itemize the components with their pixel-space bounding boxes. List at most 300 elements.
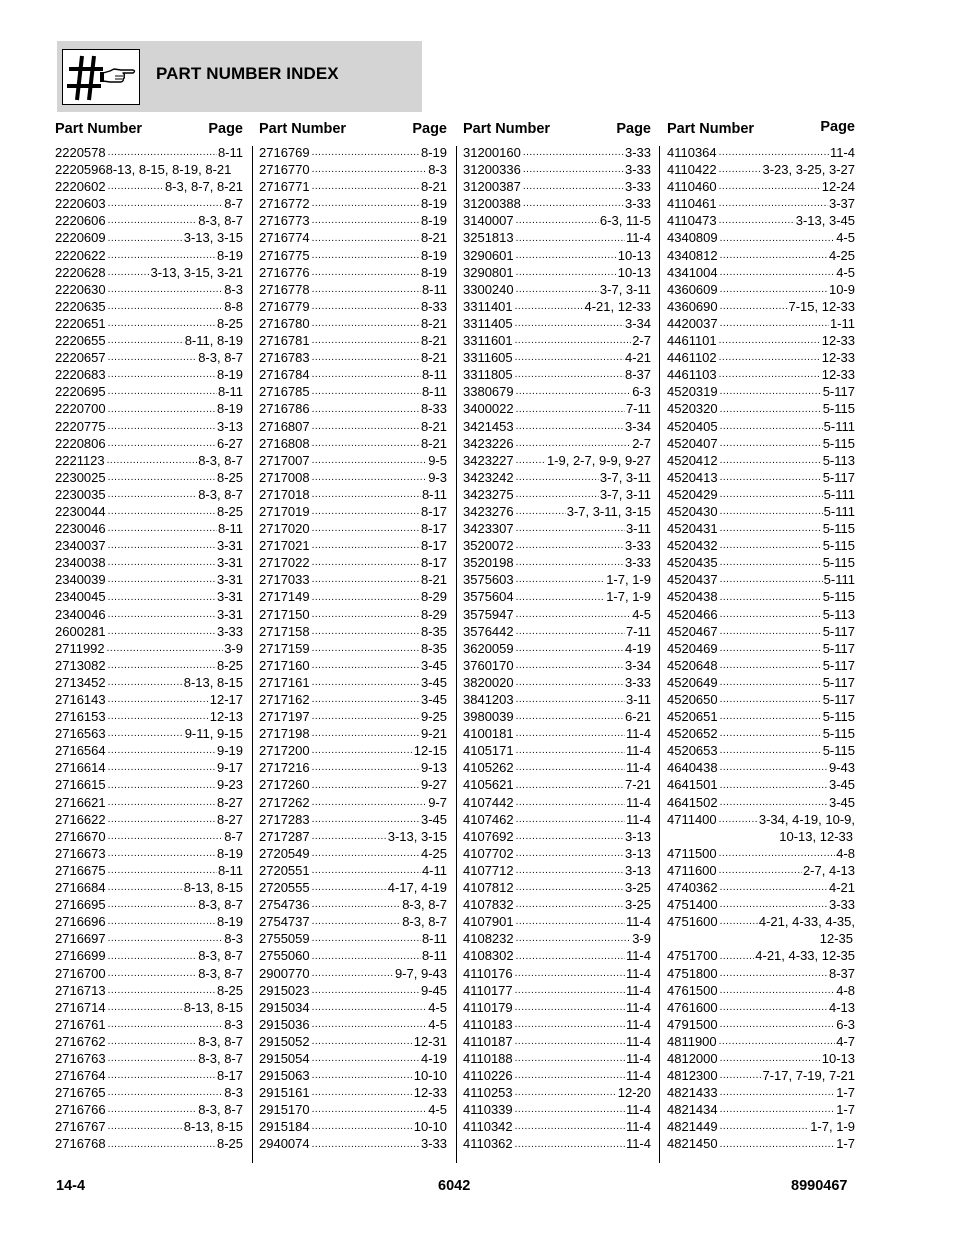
index-entry (463, 896, 651, 913)
dot-leader (516, 439, 632, 449)
page-reference: 8-3, 8-7 (198, 1050, 243, 1066)
dot-leader (312, 593, 420, 603)
part-number: 3576442 (463, 623, 514, 639)
index-entry (55, 264, 243, 281)
index-column-3 (463, 118, 651, 1153)
part-number: 2713082 (55, 657, 106, 673)
dot-leader (108, 952, 198, 962)
page-reference: 4-8 (836, 982, 855, 998)
part-number: 4107812 (463, 880, 514, 896)
dot-leader (108, 729, 184, 739)
index-entry (463, 383, 651, 400)
index-entry (259, 759, 447, 776)
dot-leader (516, 422, 624, 432)
page-reference: 3-23, 3-25, 3-27 (762, 162, 855, 178)
page-reference: 4-5 (836, 264, 855, 280)
page-reference: 3-9 (632, 931, 651, 947)
part-number: 4520320 (667, 401, 718, 417)
page-reference: 8-11 (421, 948, 447, 964)
part-number: 3423307 (463, 521, 514, 537)
page-reference: 4-21 (828, 880, 855, 896)
index-entry (463, 452, 651, 469)
dot-leader (516, 405, 625, 415)
dot-leader (312, 763, 420, 773)
dot-leader (312, 507, 420, 517)
part-number: 4107442 (463, 794, 514, 810)
index-entry (463, 588, 651, 605)
page-reference: 9-19 (216, 743, 243, 759)
index-entry (667, 315, 855, 332)
page-reference: 8-27 (216, 794, 243, 810)
index-entry (55, 759, 243, 776)
page-reference: 2-7 (632, 435, 651, 451)
part-number: 2716764 (55, 1068, 106, 1084)
dot-leader (720, 405, 822, 415)
part-number: 3251813 (463, 230, 514, 246)
part-number: 2340037 (55, 538, 106, 554)
page-reference: 5-115 (822, 743, 855, 759)
page-reference: 8-13, 8-15 (183, 880, 243, 896)
part-number: 2716614 (55, 760, 106, 776)
dot-leader (516, 251, 617, 261)
part-number: 4108302 (463, 948, 514, 964)
index-entry (55, 195, 243, 212)
part-number: 2220700 (55, 401, 106, 417)
part-number: 2900770 (259, 965, 310, 981)
dot-leader (720, 798, 828, 808)
part-number: 2716564 (55, 743, 106, 759)
index-entry (463, 1050, 651, 1067)
dot-leader (312, 661, 420, 671)
index-entry (55, 845, 243, 862)
dot-leader (719, 866, 802, 876)
part-number: 4740362 (667, 880, 718, 896)
part-number: 2716771 (259, 179, 310, 195)
index-column-1 (55, 118, 243, 1153)
page-title: PART NUMBER INDEX (156, 64, 339, 83)
part-number: 4520430 (667, 503, 718, 519)
page-reference: 3-31 (216, 555, 243, 571)
dot-leader (516, 729, 625, 739)
page-reference: 3-13, 3-45 (795, 213, 855, 229)
page-reference: 5-115 (822, 555, 855, 571)
index-entry (55, 452, 243, 469)
dot-leader (516, 627, 625, 637)
dot-leader (312, 405, 420, 415)
index-entry (55, 366, 243, 383)
dot-leader (107, 644, 224, 654)
index-entry (667, 247, 855, 264)
index-entry (55, 1135, 243, 1152)
part-number: 3575603 (463, 572, 514, 588)
page-reference: 7-17, 7-19, 7-21 (762, 1068, 855, 1084)
index-entry (259, 913, 447, 930)
index-entry (463, 965, 651, 982)
page-reference: 5-111 (823, 503, 855, 519)
part-number: 4107462 (463, 811, 514, 827)
page-reference: 3-33 (624, 555, 651, 571)
index-entry (55, 212, 243, 229)
dot-leader (312, 610, 420, 620)
dot-leader (720, 422, 823, 432)
page-reference: 8-29 (420, 589, 447, 605)
page-reference: 3-45 (420, 657, 447, 673)
dot-leader (312, 370, 421, 380)
part-number: 4711600 (667, 862, 717, 878)
page-reference: 3-7, 3-11, 3-15 (566, 503, 651, 519)
index-entry (667, 503, 855, 520)
page-reference: 10-9 (828, 281, 855, 297)
page-reference: 8-3, 8-7 (198, 486, 243, 502)
page-reference: 8-3, 8-7 (198, 965, 243, 981)
dot-leader (523, 199, 624, 209)
dot-leader (516, 234, 625, 244)
page-reference: 4-5 (632, 606, 651, 622)
page-reference: 8-11 (421, 281, 447, 297)
hash-pointing-hand-icon (62, 49, 140, 105)
part-number: 4751400 (667, 897, 718, 913)
index-entry (463, 982, 651, 999)
dot-leader (720, 678, 822, 688)
index-entry (667, 554, 855, 571)
part-number: 2915036 (259, 1016, 310, 1032)
part-number: 2716767 (55, 1119, 106, 1135)
part-number: 2717020 (259, 521, 310, 537)
page-reference: 12-24 (821, 179, 855, 195)
index-entry (463, 298, 651, 315)
part-number: 4107702 (463, 845, 514, 861)
index-entry (463, 828, 651, 845)
part-number: 2230025 (55, 469, 106, 485)
index-entry (259, 264, 447, 281)
part-number: 2716684 (55, 880, 106, 896)
index-entry (667, 418, 855, 435)
index-entry (55, 794, 243, 811)
dot-leader (516, 268, 617, 278)
dot-leader (515, 1037, 625, 1047)
index-entry (667, 520, 855, 537)
page-reference: 9-43 (828, 760, 855, 776)
part-number: 3311405 (463, 315, 513, 331)
part-number: 2716621 (55, 794, 106, 810)
page-reference: 8-21 (420, 418, 447, 434)
part-number: 2340045 (55, 589, 106, 605)
part-number: 2716780 (259, 315, 310, 331)
index-entry (55, 332, 243, 349)
index-entry (259, 195, 447, 212)
dot-leader (516, 473, 599, 483)
index-entry (463, 947, 651, 964)
dot-leader (108, 695, 209, 705)
index-entry (463, 794, 651, 811)
index-entry (259, 1033, 447, 1050)
part-number: 2716769 (259, 145, 310, 160)
index-entry (259, 811, 447, 828)
page-reference: 4-21, 12-33 (584, 298, 651, 314)
part-number: 4520466 (667, 606, 718, 622)
dot-leader (108, 849, 216, 859)
index-entry (463, 1118, 651, 1135)
dot-leader (312, 439, 420, 449)
dot-leader (312, 251, 420, 261)
dot-leader (312, 353, 420, 363)
part-number: 3140007 (463, 213, 514, 229)
page-reference: 11-4 (625, 743, 651, 759)
dot-leader (312, 182, 420, 192)
page-reference: 5-117 (822, 384, 855, 400)
dot-leader (108, 661, 216, 671)
page-reference: 5-115 (822, 521, 855, 537)
part-number: 2717158 (259, 623, 310, 639)
dot-leader (720, 1020, 836, 1030)
part-number: 2220683 (55, 367, 106, 383)
part-number: 2720555 (259, 880, 310, 896)
index-entry (463, 178, 651, 195)
dot-leader (720, 883, 828, 893)
dot-leader (720, 781, 828, 791)
index-entry (259, 1067, 447, 1084)
index-entry (55, 537, 243, 554)
index-entry (259, 229, 447, 246)
page-reference: 5-115 (822, 709, 855, 725)
page-reference: 8-11 (421, 931, 447, 947)
part-number: 4520469 (667, 640, 718, 656)
part-number: 2716763 (55, 1050, 106, 1066)
page-reference: 8-13, 8-15 (183, 999, 243, 1015)
index-entry (463, 1084, 651, 1101)
index-entry (259, 947, 447, 964)
part-number: 3760170 (463, 657, 514, 673)
index-entry (259, 469, 447, 486)
page-reference: 4-7 (836, 1033, 855, 1049)
dot-leader (312, 849, 420, 859)
dot-leader (108, 148, 217, 158)
dot-leader (516, 934, 632, 944)
part-number: 2915063 (259, 1068, 310, 1084)
dot-leader (516, 746, 625, 756)
dot-leader (719, 216, 795, 226)
dot-leader (720, 712, 822, 722)
index-entry (463, 349, 651, 366)
dot-leader (516, 712, 624, 722)
part-number: 2711992 (55, 640, 105, 656)
index-entry (463, 623, 651, 640)
part-number: 2716143 (55, 692, 106, 707)
part-number: 2755059 (259, 931, 310, 947)
index-entry (259, 178, 447, 195)
page-reference: 2-7 (632, 333, 651, 349)
dot-leader (108, 541, 216, 551)
dot-leader (108, 422, 216, 432)
part-number: 4520652 (667, 726, 718, 742)
dot-leader (108, 319, 216, 329)
page-reference: 8-35 (420, 623, 447, 639)
index-column-4 (667, 118, 855, 1153)
page-reference: 3-7, 3-11 (599, 486, 651, 502)
index-entry (667, 742, 855, 759)
column-header (55, 118, 243, 144)
index-entry (259, 435, 447, 452)
page-reference: 8-25 (216, 982, 243, 998)
page-reference: 1-11 (829, 315, 855, 331)
part-number: 2340046 (55, 606, 106, 622)
dot-leader (312, 268, 420, 278)
part-number: 4520412 (667, 452, 718, 468)
index-entry (55, 947, 243, 964)
dot-leader (108, 1037, 198, 1047)
dot-leader (312, 678, 420, 688)
index-entry (463, 1135, 651, 1152)
page-reference: 4-19 (420, 1050, 447, 1066)
index-entry (463, 640, 651, 657)
dot-leader (515, 969, 625, 979)
page-reference: 11-4 (625, 1016, 651, 1032)
page-reference: 3-13 (624, 845, 651, 861)
column-divider (252, 146, 253, 1163)
index-entry (463, 435, 651, 452)
index-entry (55, 1050, 243, 1067)
page-reference: 3-13 (624, 862, 651, 878)
page-reference: 8-3 (224, 931, 243, 947)
index-entry (259, 520, 447, 537)
index-entry (463, 161, 651, 178)
part-number: 2717150 (259, 606, 310, 622)
part-number: 4105621 (463, 777, 514, 793)
part-number: 2716670 (55, 828, 106, 844)
part-number: 2716773 (259, 213, 310, 229)
index-entry (667, 1084, 855, 1101)
dot-leader (107, 456, 198, 466)
page-reference: 7-11 (625, 623, 651, 639)
index-entry (667, 332, 855, 349)
part-number: 2600281 (55, 623, 106, 639)
dot-leader (312, 1037, 413, 1047)
index-entry (463, 879, 651, 896)
page-reference: 4-11 (421, 862, 447, 878)
page-reference: 11-4 (625, 982, 651, 998)
index-entry (463, 520, 651, 537)
page-reference: 8-3, 8-7 (198, 897, 243, 913)
index-entry (463, 195, 651, 212)
page-reference: 8-3, 8-7 (198, 350, 243, 366)
page-reference: 1-7 (836, 1136, 855, 1152)
part-number: 2717022 (259, 555, 310, 571)
dot-leader (720, 610, 822, 620)
page-reference: 8-29 (420, 606, 447, 622)
page-reference: 3-13 (216, 418, 243, 434)
page-reference: 8-19 (216, 401, 243, 417)
page-reference: 12-20 (617, 1085, 651, 1101)
dot-leader (312, 422, 420, 432)
page-reference: 8-13, 8-15 (183, 1119, 243, 1135)
page-reference: 8-19 (216, 845, 243, 861)
index-entry (259, 571, 447, 588)
dot-leader (720, 490, 823, 500)
dot-leader (720, 456, 822, 466)
dot-leader (720, 1003, 828, 1013)
index-entry (259, 982, 447, 999)
page-reference: 4-8 (836, 845, 855, 861)
column-header (463, 118, 651, 144)
dot-leader (516, 490, 599, 500)
part-number: 4821449 (667, 1119, 718, 1135)
index-entry (667, 1135, 855, 1152)
dot-leader (312, 165, 428, 175)
part-number: 4107692 (463, 828, 514, 844)
footer-manual-number: 8990467 (791, 1178, 848, 1194)
page-reference: 5-117 (822, 657, 855, 673)
part-number: 3421453 (463, 418, 514, 434)
part-number: 4110362 (463, 1136, 513, 1152)
dot-leader (108, 234, 183, 244)
page-reference: 8-37 (828, 965, 855, 981)
part-number: 3423226 (463, 435, 514, 451)
index-entry (55, 503, 243, 520)
dot-leader (312, 832, 387, 842)
dot-leader (720, 917, 758, 927)
dot-leader (516, 644, 624, 654)
dot-leader (515, 1071, 625, 1081)
dot-leader (720, 969, 828, 979)
dot-leader (720, 285, 828, 295)
index-entry (667, 571, 855, 588)
dot-leader (516, 558, 624, 568)
dot-leader (516, 507, 566, 517)
index-entry (463, 913, 651, 930)
dot-leader (516, 593, 606, 603)
part-number: 2716784 (259, 367, 310, 383)
index-entry (463, 537, 651, 554)
dot-leader (312, 1122, 413, 1132)
part-number: 2717019 (259, 503, 310, 519)
dot-leader (720, 986, 836, 996)
index-entry (667, 725, 855, 742)
dot-leader (720, 952, 755, 962)
index-entry (667, 845, 855, 862)
part-number-header: Part Number (55, 121, 143, 137)
page-reference: 4-17, 4-19 (387, 880, 447, 896)
part-number: 2716807 (259, 418, 310, 434)
page-reference: 3-13 (624, 828, 651, 844)
page-reference: 8-3 (224, 281, 243, 297)
part-number: 2230046 (55, 521, 106, 537)
part-number: 4105171 (463, 743, 514, 759)
page-reference: 3-7, 3-11 (599, 469, 651, 485)
index-entry (55, 879, 243, 896)
dot-leader (515, 1003, 625, 1013)
part-number: 2716153 (55, 709, 106, 725)
index-entry (463, 862, 651, 879)
dot-leader (312, 952, 421, 962)
page-reference: 3-25 (624, 880, 651, 896)
page-reference: 3-31 (216, 538, 243, 554)
page-reference: 9-25 (420, 709, 447, 725)
page-reference: 11-4 (625, 1033, 651, 1049)
page-reference: 12-15 (413, 743, 447, 759)
page-reference: 7-21 (624, 777, 651, 793)
part-number: 31200387 (463, 179, 521, 195)
index-entry (667, 486, 855, 503)
part-number: 2716781 (259, 333, 310, 349)
part-number: 4100181 (463, 726, 514, 742)
dot-leader (312, 746, 413, 756)
dot-leader (312, 917, 402, 927)
page-reference: 5-115 (822, 435, 855, 451)
page-reference: 3-33 (216, 623, 243, 639)
dot-leader (312, 473, 428, 483)
index-entry (259, 400, 447, 417)
dot-leader (516, 917, 625, 927)
